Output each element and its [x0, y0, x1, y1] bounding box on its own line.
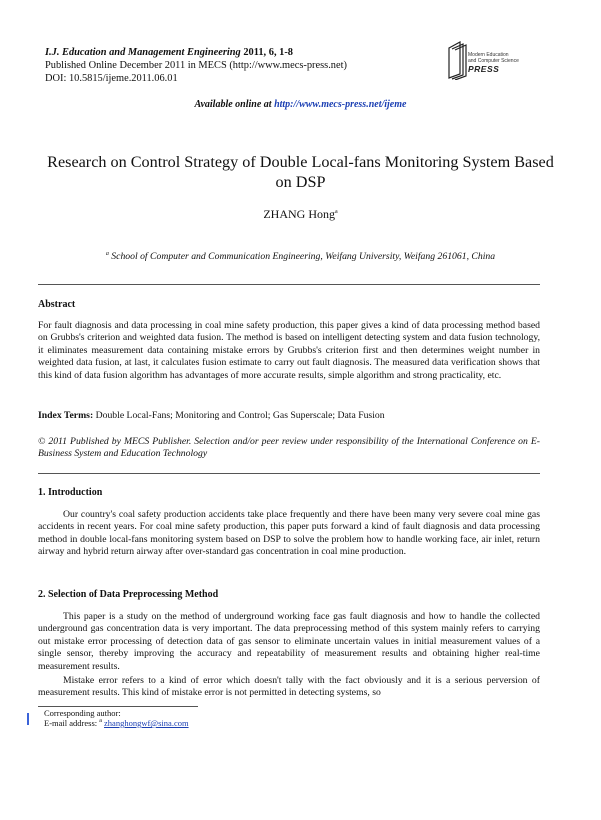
affiliation-sup: a	[105, 250, 109, 257]
doi-line: DOI: 10.5815/ijeme.2011.06.01	[45, 73, 178, 84]
footnote-rule	[38, 706, 198, 707]
affiliation-text: School of Computer and Communication Engineering, Weifang University, Weifang 261061, China	[111, 251, 496, 262]
journal-url-link[interactable]: http://www.mecs-press.net/ijeme	[274, 99, 407, 110]
copyright-notice: © 2011 Published by MECS Publisher. Selection and/or peer review under responsibility of the International Conference on E-Business System and Education Technology	[38, 436, 540, 460]
index-terms-label: Index Terms:	[38, 410, 94, 421]
book-icon	[446, 40, 468, 80]
journal-issue: 2011, 6, 1-8	[243, 47, 293, 58]
index-terms	[38, 410, 540, 422]
section-2-heading: 2. Selection of Data Preprocessing Method	[38, 589, 219, 600]
author-sup: a	[335, 209, 338, 215]
email-link[interactable]: zhanghongwf@sina.com	[104, 718, 189, 728]
abstract-heading: Abstract	[38, 299, 76, 310]
author-name: ZHANG Hong	[263, 207, 335, 221]
bottom-divider	[38, 473, 540, 474]
availability-line	[0, 99, 601, 110]
change-marker	[27, 713, 29, 725]
journal-name: I.J. Education and Management Engineering	[45, 47, 241, 58]
logo-line-2: and Computer Science	[468, 58, 519, 64]
availability-prefix: Available online at	[194, 99, 272, 110]
publisher-logo	[446, 38, 556, 88]
footnote-label: Corresponding author:	[44, 708, 121, 718]
journal-title-line	[45, 46, 347, 59]
published-line: Published Online December 2011 in MECS (http://www.mecs-press.net)	[45, 60, 347, 71]
section-2-paragraph-2: Mistake error refers to a kind of error which doesn't tally with the fact obviously and it is a serious perversion of measurement results. This kind of mistake error is not permitted in detecting systems, so	[38, 675, 540, 699]
section-1-text: Our country's coal safety production accidents take place frequently and there have been many very severe coal mine gas accidents in recent years. For coal mine safety production, this paper puts forward a kind of fault diagnosis and data processing method in double local-fans monitoring system based on DSP to solve the problem how to handle working face, air inlet, return airway and hybrid return airway after over-standard gas concentration in coal mine production.	[38, 509, 540, 558]
section-1-heading: 1. Introduction	[38, 487, 103, 498]
logo-press: PRESS	[468, 64, 500, 74]
paper-title: Research on Control Strategy of Double Local-fans Monitoring System Based on DSP	[47, 153, 554, 191]
email-sup: a	[99, 718, 102, 725]
journal-header	[45, 46, 347, 85]
section-2-paragraph-1: This paper is a study on the method of underground working face gas fault diagnosis and how to handle the collected underground gas concentration data is very important. The data preprocessing method of this system mainly refers to carrying out mistake error processing of detection data of gas sensor to eliminate uncertain values in initial measurement values of a single sensor, thereby improving the accuracy and repeatability of measurement results and obtaining higher real-time measurement results.	[38, 611, 540, 672]
logo-text	[468, 52, 519, 64]
logo-line-1: Modern Education	[468, 52, 509, 58]
index-terms-text: Double Local-Fans; Monitoring and Control; Gas Superscale; Data Fusion	[95, 410, 385, 421]
email-label: E-mail address:	[44, 718, 98, 728]
abstract-text: For fault diagnosis and data processing in coal mine safety production, this paper gives a kind of data processing method based on Grubbs's criterion and weighted data fusion. The method is based on intelligent detecting system and data fusion technology, it eliminates measurement data containing mistake errors by Grubbs's criterion first and then determines weight number in weighted data fusion, at last, it calculates fusion estimate to carry out fault diagnosis. The measured data verification shows that this kind of data fusion algorithm has advantages of more accurate results, simple algorithm and strong practicality, etc.	[38, 320, 540, 381]
author-line	[0, 207, 601, 222]
top-divider	[38, 284, 540, 285]
affiliation	[0, 251, 601, 262]
footnote-email-line	[44, 718, 189, 728]
